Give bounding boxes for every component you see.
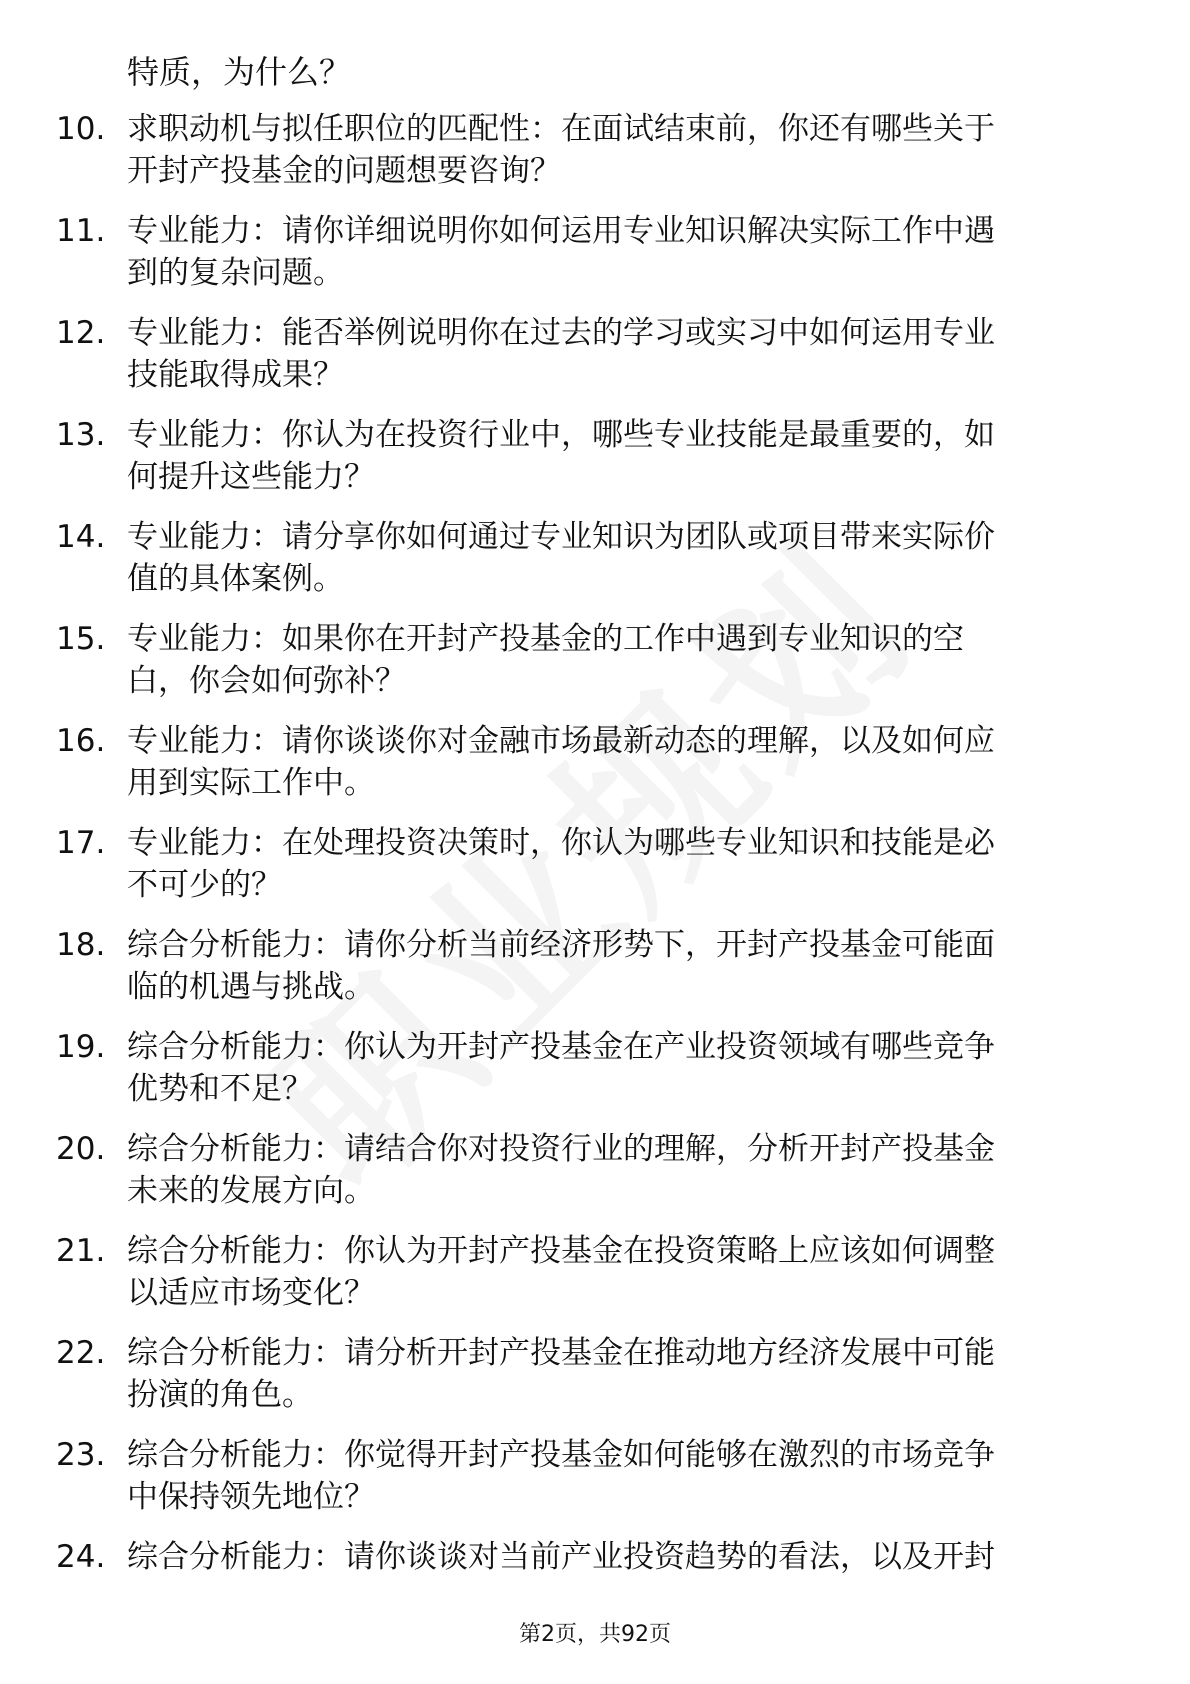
question-text-line: 临的机遇与挑战。 (127, 969, 375, 1005)
question-item (0, 204, 1190, 306)
question-number: 11. (56, 213, 106, 249)
question-item (0, 918, 1190, 1020)
question-number: 10. (56, 111, 106, 147)
question-number: 20. (56, 1131, 106, 1167)
question-item (0, 816, 1190, 918)
question-text-line: 专业能力：你认为在投资行业中，哪些专业技能是最重要的，如 (127, 417, 995, 453)
question-text-line: 中保持领先地位？ (127, 1479, 375, 1515)
question-text-line: 扮演的角色。 (127, 1377, 313, 1413)
question-number: 12. (56, 315, 106, 351)
question-number: 16. (56, 723, 106, 759)
question-item (0, 714, 1190, 816)
question-item (0, 1224, 1190, 1326)
question-item (0, 306, 1190, 408)
question-item (0, 102, 1190, 204)
question-item (0, 510, 1190, 612)
question-text-line: 专业能力：能否举例说明你在过去的学习或实习中如何运用专业 (127, 315, 995, 351)
question-text-line: 到的复杂问题。 (127, 255, 344, 291)
question-text-line: 不可少的？ (127, 867, 282, 903)
question-number: 23. (56, 1437, 106, 1473)
question-item (0, 1326, 1190, 1428)
question-text-line: 专业能力：请分享你如何通过专业知识为团队或项目带来实际价 (127, 519, 995, 555)
question-number: 22. (56, 1335, 106, 1371)
question-text-line: 综合分析能力：请结合你对投资行业的理解，分析开封产投基金 (127, 1131, 995, 1167)
question-list (0, 102, 1190, 1632)
question-text-line: 综合分析能力：你认为开封产投基金在产业投资领域有哪些竞争 (127, 1029, 995, 1065)
page-number-footer: 第2页，共92页 (519, 1622, 671, 1647)
question-number: 14. (56, 519, 106, 555)
question-item (0, 408, 1190, 510)
question-text-line: 专业能力：如果你在开封产投基金的工作中遇到专业知识的空 (127, 621, 964, 657)
question-number: 17. (56, 825, 106, 861)
question-text-line: 开封产投基金的问题想要咨询？ (127, 153, 561, 189)
question-item (0, 1020, 1190, 1122)
question-text-line: 综合分析能力：请你谈谈对当前产业投资趋势的看法，以及开封 (127, 1539, 995, 1575)
question-text-line: 技能取得成果？ (127, 357, 344, 393)
question-text-line: 何提升这些能力？ (127, 459, 375, 495)
question-number: 13. (56, 417, 106, 453)
question-text-line: 以适应市场变化？ (127, 1275, 375, 1311)
question-text-line: 未来的发展方向。 (127, 1173, 375, 1209)
question-text-line: 值的具体案例。 (127, 561, 344, 597)
question-text-line: 用到实际工作中。 (127, 765, 375, 801)
question-text-line: 专业能力：请你谈谈你对金融市场最新动态的理解，以及如何应 (127, 723, 995, 759)
question-text-line: 白，你会如何弥补？ (127, 663, 406, 699)
question-item (0, 612, 1190, 714)
question-item (0, 1122, 1190, 1224)
question-text-line: 求职动机与拟任职位的匹配性：在面试结束前，你还有哪些关于 (127, 111, 995, 147)
question-text-line: 综合分析能力：你认为开封产投基金在投资策略上应该如何调整 (127, 1233, 995, 1269)
continued-question-text: 特质，为什么？ (127, 53, 352, 91)
question-number: 24. (56, 1539, 106, 1575)
question-item (0, 1530, 1190, 1632)
question-number: 19. (56, 1029, 106, 1065)
question-number: 18. (56, 927, 106, 963)
question-text-line: 综合分析能力：请你分析当前经济形势下，开封产投基金可能面 (127, 927, 995, 963)
question-text-line: 综合分析能力：请分析开封产投基金在推动地方经济发展中可能 (127, 1335, 995, 1371)
question-item (0, 1428, 1190, 1530)
question-text-line: 专业能力：在处理投资决策时，你认为哪些专业知识和技能是必 (127, 825, 995, 861)
question-text-line: 综合分析能力：你觉得开封产投基金如何能够在激烈的市场竞争 (127, 1437, 995, 1473)
question-text-line: 专业能力：请你详细说明你如何运用专业知识解决实际工作中遇 (127, 213, 995, 249)
question-number: 15. (56, 621, 106, 657)
question-number: 21. (56, 1233, 106, 1269)
question-text-line: 优势和不足？ (127, 1071, 313, 1107)
